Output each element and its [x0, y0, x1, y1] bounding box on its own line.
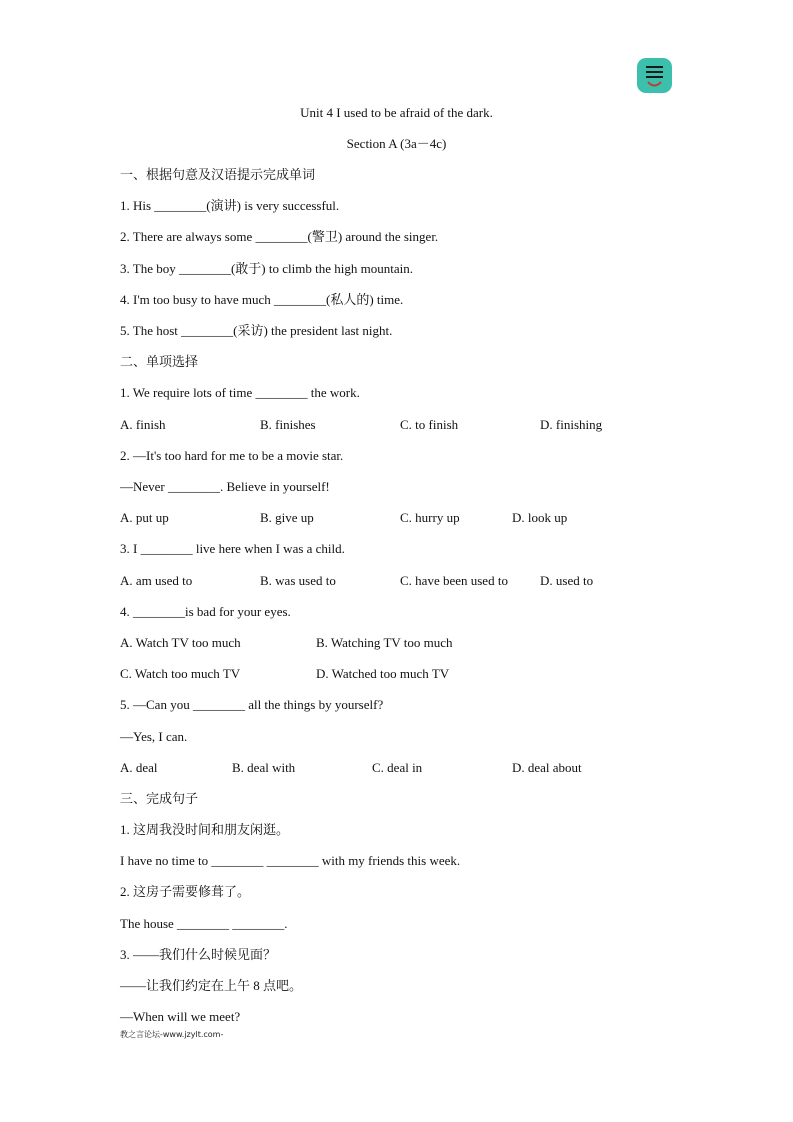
option-b: B. was used to — [260, 573, 336, 588]
option-a: A. Watch TV too much — [120, 635, 241, 650]
question-cn: 1. 这周我没时间和朋友闲逛。 — [120, 822, 290, 837]
question-stem: 1. We require lots of time ________ the work. — [120, 385, 360, 400]
option-c: C. have been used to — [400, 573, 508, 588]
option-a: A. finish — [120, 417, 166, 432]
question-en: The house ________ ________. — [120, 916, 288, 931]
option-a: A. deal — [120, 760, 158, 775]
question-item: 2. There are always some ________(警卫) around the singer. — [120, 229, 439, 244]
option-d: D. deal about — [512, 760, 582, 775]
question-en: I have no time to ________ ________ with my friends this week. — [120, 853, 461, 868]
question-item: 1. His ________(演讲) is very successful. — [120, 198, 340, 213]
option-d: D. look up — [512, 510, 568, 525]
option-a: A. put up — [120, 510, 169, 525]
section-heading: 二、单项选择 — [120, 354, 199, 369]
question-stem: 5. —Can you ________ all the things by yourself? — [120, 697, 384, 712]
question-stem: 3. I ________ live here when I was a child. — [120, 541, 345, 556]
question-item: 3. The boy ________(敢于) to climb the high mountain. — [120, 261, 413, 276]
option-d: D. used to — [540, 573, 594, 588]
section-heading: 三、完成句子 — [120, 791, 199, 806]
question-reply: —Yes, I can. — [120, 729, 188, 744]
option-c: C. deal in — [372, 760, 423, 775]
option-b: B. Watching TV too much — [316, 635, 453, 650]
book-logo-icon — [637, 58, 672, 93]
option-d: D. finishing — [540, 417, 603, 432]
option-b: B. give up — [260, 510, 314, 525]
question-reply: —Never ________. Believe in yourself! — [120, 479, 330, 494]
option-c: C. to finish — [400, 417, 459, 432]
page-subtitle: Section A (3a－4c) — [346, 136, 447, 151]
question-cn: ——让我们约定在上午 8 点吧。 — [120, 978, 303, 993]
question-en: —When will we meet? — [120, 1009, 241, 1024]
question-cn: 3. ——我们什么时候见面？ — [120, 947, 277, 962]
section-heading: 一、根据句意及汉语提示完成单词 — [120, 167, 316, 182]
question-stem: 2. —It's too hard for me to be a movie star. — [120, 448, 344, 463]
option-a: A. am used to — [120, 573, 193, 588]
question-cn: 2. 这房子需要修葺了。 — [120, 884, 251, 899]
option-b: B. deal with — [232, 760, 296, 775]
option-d: D. Watched too much TV — [316, 666, 450, 681]
question-stem: 4. ________is bad for your eyes. — [120, 604, 291, 619]
option-c: C. Watch too much TV — [120, 666, 241, 681]
option-c: C. hurry up — [400, 510, 460, 525]
question-item: 4. I'm too busy to have much ________(私人的) time. — [120, 292, 404, 307]
footer-text: 教之言论坛-www.jzylt.com- — [120, 1030, 224, 1039]
page-title: Unit 4 I used to be afraid of the dark. — [300, 105, 493, 120]
option-b: B. finishes — [260, 417, 316, 432]
question-item: 5. The host ________(采访) the president last night. — [120, 323, 393, 338]
